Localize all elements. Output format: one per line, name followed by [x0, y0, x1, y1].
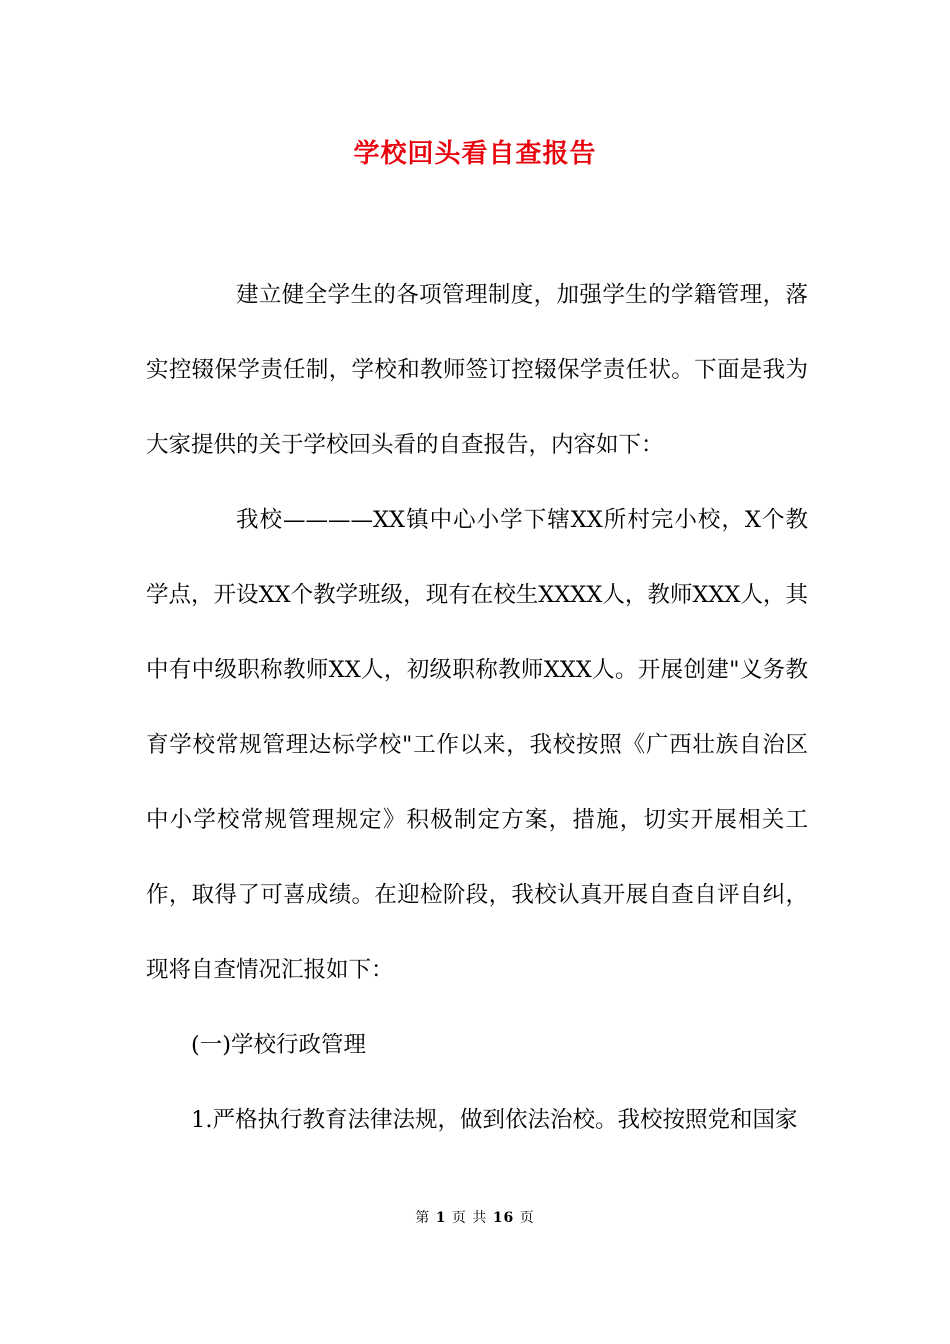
footer-suffix: 页 — [519, 1210, 535, 1226]
document-title: 学校回头看自查报告 — [353, 139, 597, 169]
document-body — [146, 258, 808, 1158]
footer-middle: 页 共 — [451, 1210, 488, 1226]
paragraph-intro: 建立健全学生的各项管理制度，加强学生的学籍管理，落实控辍保学责任制，学校和教师签订控辍保学责任状。下面是我为大家提供的关于学校回头看的自查报告，内容如下： — [146, 282, 808, 458]
section-heading-administration: (一)学校行政管理 — [191, 1032, 367, 1058]
footer-page-number: 1 — [435, 1210, 447, 1226]
footer-total-pages: 16 — [492, 1210, 515, 1226]
paragraph-item-1: 1.严格执行教育法律法规，做到依法治校。我校按照党和国家 — [191, 1107, 798, 1133]
page-footer — [0, 1206, 950, 1230]
footer-prefix: 第 — [415, 1210, 431, 1226]
paragraph-school-overview: 我校————XX镇中心小学下辖XX所村完小校，X个教学点，开设XX个教学班级，现有在校生XXXX人，教师XXX人，其中有中级职称教师XX人，初级职称教师XXX人。开展创建"义务教育学校常规管理达标学校"工作以来，我校按照《广西壮族自治区中小学校常规管理规定》积极制定方案，措施，切实开展相关工作，取得了可喜成绩。在迎检阶段，我校认真开展自查自评自纠，现将自查情况汇报如下： — [146, 507, 808, 983]
